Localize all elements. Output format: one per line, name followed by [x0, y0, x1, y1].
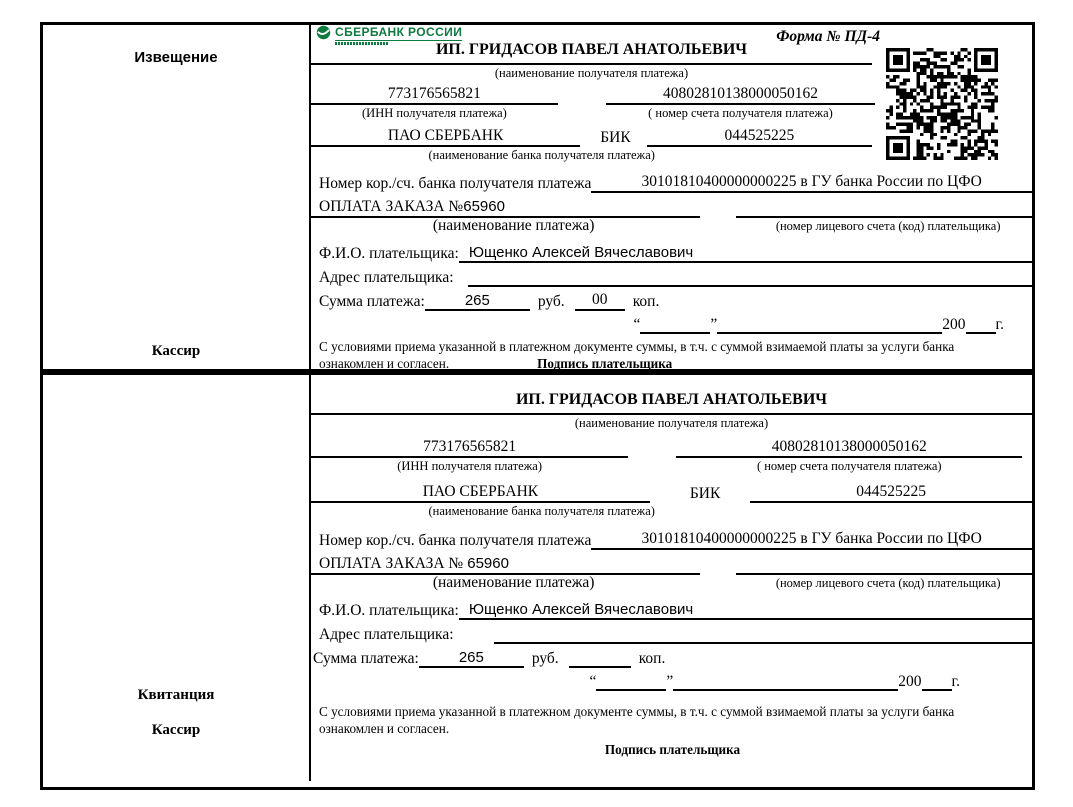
caption-bank-name: (наименование банка получателя платежа): [428, 504, 655, 518]
recipient-name-field: ИП. ГРИДАСОВ ПАВЕЛ АНАТОЛЬЕВИЧ: [311, 41, 872, 65]
agreement-line2: ознакомлен и согласен.: [319, 721, 450, 736]
kop-label: коп.: [638, 650, 666, 667]
date-day-blank: [596, 671, 666, 691]
payment-name-field: [311, 555, 700, 575]
caption-personal-account: (номер лицевого счета (код) плательщика): [775, 576, 1001, 590]
sberbank-logo: [316, 25, 462, 45]
payer-fio-field: Ющенко Алексей Вячеславович: [459, 601, 1032, 620]
stub-receipt-label: Квитанция: [137, 687, 215, 703]
date-open-quote: “: [589, 673, 597, 690]
corr-account-field: 30101810400000000225 в ГУ банка России по ЦФО: [591, 173, 1032, 193]
inn-field: 773176565821: [311, 85, 558, 105]
date-month-blank: [673, 671, 898, 691]
date-day-blank: [640, 314, 710, 334]
date-close-quote: ”: [666, 673, 674, 690]
notice-section: [43, 25, 1032, 375]
notice-main: [311, 25, 1032, 369]
qr-code: [886, 48, 998, 160]
order-number: 65960: [463, 198, 505, 215]
stub-cashier-label: Кассир: [151, 343, 201, 359]
agreement-text: [311, 703, 1032, 758]
receipt-main: [311, 375, 1032, 781]
caption-inn: (ИНН получателя платежа): [397, 459, 542, 473]
date-month-blank: [717, 314, 942, 334]
date-close-quote: ”: [710, 316, 718, 333]
payment-label: ОПЛАТА ЗАКАЗА №: [319, 555, 464, 572]
bik-label: БИК: [600, 129, 631, 146]
caption-recipient-name: (наименование получателя платежа): [574, 416, 769, 430]
bik-field: 044525225: [647, 127, 872, 147]
order-number: 65960: [467, 555, 509, 572]
inn-field: 773176565821: [311, 438, 628, 458]
payer-signature-label: Подпись плательщика: [537, 356, 673, 371]
year-prefix: 200: [898, 673, 922, 690]
payment-name-field: [311, 198, 700, 218]
stub-notice-label: Извещение: [134, 49, 218, 66]
agreement-text: [311, 338, 1032, 372]
notice-stub: [43, 25, 311, 369]
year-suffix: г.: [995, 316, 1004, 333]
payment-label: ОПЛАТА ЗАКАЗА №: [319, 198, 464, 215]
caption-payment-name: (наименование платежа): [432, 574, 595, 591]
payer-address-label: Адрес плательщика:: [319, 626, 454, 643]
bank-name-field: ПАО СБЕРБАНК: [311, 483, 650, 503]
receipt-stub: [43, 375, 311, 781]
caption-account: ( номер счета получателя платежа): [648, 106, 833, 120]
rub-label: руб.: [531, 650, 559, 667]
payer-signature-label: Подпись плательщика: [604, 742, 741, 757]
bik-label: БИК: [689, 485, 721, 502]
sum-kop-field: 00: [575, 291, 625, 311]
form-number: Форма № ПД-4: [776, 28, 880, 45]
caption-inn: (ИНН получателя платежа): [362, 106, 507, 120]
sum-rub-field: 265: [425, 292, 530, 311]
corr-account-label: Номер кор./сч. банка получателя платежа: [319, 175, 592, 192]
stub-cashier-label: Кассир: [151, 722, 201, 738]
payer-fio-field: Ющенко Алексей Вячеславович: [459, 244, 1032, 263]
sum-rub-field: 265: [419, 649, 524, 668]
payer-fio-label: Ф.И.О. плательщика:: [319, 245, 459, 262]
sum-kop-field: [569, 666, 631, 668]
sberbank-logo-text: СБЕРБАНК РОССИИ: [335, 25, 463, 39]
caption-personal-account: (номер лицевого счета (код) плательщика): [775, 219, 1001, 233]
receipt-section: [43, 375, 1032, 781]
caption-account: ( номер счета получателя платежа): [756, 459, 942, 473]
corr-account-field: 30101810400000000225 в ГУ банка России по ЦФО: [591, 530, 1032, 550]
agreement-line2: ознакомлен и согласен.: [319, 356, 450, 371]
payer-address-label: Адрес плательщика:: [319, 269, 454, 286]
kop-label: коп.: [632, 293, 660, 310]
caption-payment-name: (наименование платежа): [432, 217, 595, 234]
agreement-line1: С условиями приема указанной в платежном документе суммы, в т.ч. с суммой взимаемой платы за услуги банка: [319, 339, 955, 354]
caption-bank-name: (наименование банка получателя платежа): [428, 148, 655, 162]
payer-address-field: [494, 642, 1032, 644]
recipient-name-field: ИП. ГРИДАСОВ ПАВЕЛ АНАТОЛЬЕВИЧ: [311, 391, 1032, 415]
payment-form-pd4: [40, 22, 1035, 790]
sberbank-logo-icon: [316, 25, 331, 40]
year-suffix: г.: [951, 673, 960, 690]
year-prefix: 200: [942, 316, 966, 333]
bank-name-field: ПАО СБЕРБАНК: [311, 127, 580, 147]
bik-field: 044525225: [750, 483, 1032, 503]
sum-label: Сумма платежа:: [319, 293, 425, 310]
account-field: 40802810138000050162: [676, 438, 1022, 458]
rub-label: руб.: [537, 293, 565, 310]
caption-recipient-name: (наименование получателя платежа): [494, 66, 689, 80]
payer-address-field: [468, 285, 1032, 287]
year-blank: [922, 671, 952, 691]
sberbank-logo-subtext: [335, 42, 389, 45]
account-field: 40802810138000050162: [606, 85, 875, 105]
payer-fio-label: Ф.И.О. плательщика:: [319, 602, 459, 619]
date-open-quote: “: [633, 316, 641, 333]
agreement-line1: С условиями приема указанной в платежном документе суммы, в т.ч. с суммой взимаемой платы за услуги банка: [319, 704, 955, 719]
year-blank: [966, 314, 996, 334]
corr-account-label: Номер кор./сч. банка получателя платежа: [319, 532, 592, 549]
sum-label: Сумма платежа:: [313, 650, 419, 667]
